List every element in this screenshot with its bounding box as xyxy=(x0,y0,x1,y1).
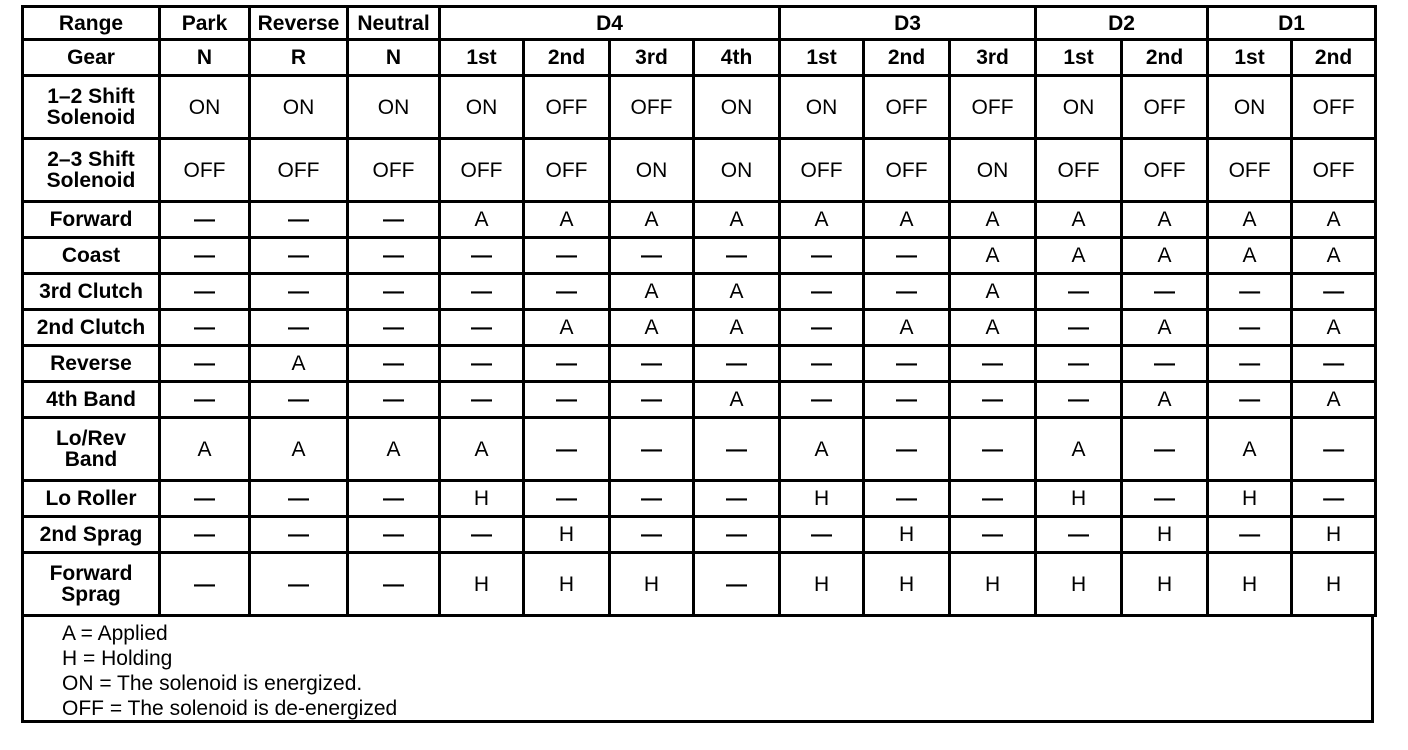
gear-cell: 1st xyxy=(780,40,864,76)
table-cell: — xyxy=(440,310,524,346)
table-cell: H xyxy=(524,553,610,616)
table-cell: ON xyxy=(610,139,694,202)
table-cell: — xyxy=(950,517,1036,553)
table-cell: — xyxy=(780,238,864,274)
table-cell: A xyxy=(524,202,610,238)
table-cell: A xyxy=(1122,310,1208,346)
table-cell: H xyxy=(524,517,610,553)
shift-table xyxy=(21,5,1377,617)
table-cell: OFF xyxy=(1122,76,1208,139)
table-cell: OFF xyxy=(610,76,694,139)
table-cell: — xyxy=(250,481,348,517)
table-cell: OFF xyxy=(524,76,610,139)
table-row xyxy=(23,517,1376,553)
table-cell: — xyxy=(1208,310,1292,346)
table-cell: — xyxy=(780,310,864,346)
table-cell: OFF xyxy=(1122,139,1208,202)
table-cell: A xyxy=(950,202,1036,238)
table-cell: — xyxy=(250,274,348,310)
range-d1: D1 xyxy=(1208,7,1376,40)
table-cell: — xyxy=(348,274,440,310)
table-cell: H xyxy=(1036,481,1122,517)
table-cell: H xyxy=(610,553,694,616)
table-cell: A xyxy=(524,310,610,346)
table-cell: — xyxy=(440,238,524,274)
table-cell: — xyxy=(1036,310,1122,346)
table-cell: A xyxy=(160,418,250,481)
table-cell: — xyxy=(610,382,694,418)
table-cell: A xyxy=(440,202,524,238)
table-cell: H xyxy=(440,481,524,517)
table-cell: A xyxy=(694,202,780,238)
table-cell: — xyxy=(864,346,950,382)
table-cell: A xyxy=(694,310,780,346)
table-row xyxy=(23,553,1376,616)
table-row xyxy=(23,346,1376,382)
table-cell: H xyxy=(1292,553,1376,616)
table-cell: H xyxy=(440,553,524,616)
table-cell: — xyxy=(348,382,440,418)
table-cell: — xyxy=(160,382,250,418)
table-cell: — xyxy=(1122,418,1208,481)
table-cell: ON xyxy=(348,76,440,139)
gear-header-label: Gear xyxy=(23,40,160,76)
table-cell: ON xyxy=(1208,76,1292,139)
table-cell: — xyxy=(1122,346,1208,382)
table-cell: — xyxy=(780,274,864,310)
gear-cell: N xyxy=(348,40,440,76)
gear-cell: 3rd xyxy=(610,40,694,76)
table-cell: — xyxy=(950,481,1036,517)
row-label: 2nd Clutch xyxy=(23,310,160,346)
table-cell: ON xyxy=(694,76,780,139)
table-row xyxy=(23,418,1376,481)
table-cell: A xyxy=(694,382,780,418)
table-cell: OFF xyxy=(524,139,610,202)
table-cell: — xyxy=(610,346,694,382)
legend-on: ON = The solenoid is energized. xyxy=(62,672,363,695)
row-label: Lo Roller xyxy=(23,481,160,517)
table-cell: — xyxy=(348,517,440,553)
table-cell: — xyxy=(440,274,524,310)
table-cell: — xyxy=(250,202,348,238)
gear-cell: 4th xyxy=(694,40,780,76)
table-cell: — xyxy=(348,481,440,517)
table-cell: — xyxy=(160,310,250,346)
table-cell: A xyxy=(250,346,348,382)
range-d3: D3 xyxy=(780,7,1036,40)
row-label: Lo/Rev Band xyxy=(23,418,160,481)
table-cell: — xyxy=(524,382,610,418)
table-cell: A xyxy=(694,274,780,310)
gear-cell: 3rd xyxy=(950,40,1036,76)
table-cell: — xyxy=(610,238,694,274)
row-label: Reverse xyxy=(23,346,160,382)
table-cell: OFF xyxy=(1208,139,1292,202)
legend-applied: A = Applied xyxy=(62,622,168,645)
table-row xyxy=(23,76,1376,139)
table-cell: — xyxy=(524,274,610,310)
table-cell: OFF xyxy=(950,76,1036,139)
table-cell: ON xyxy=(1036,76,1122,139)
table-cell: A xyxy=(1122,382,1208,418)
gear-header-row xyxy=(23,40,1376,76)
gear-cell: N xyxy=(160,40,250,76)
table-cell: — xyxy=(610,517,694,553)
table-cell: — xyxy=(1292,481,1376,517)
table-cell: A xyxy=(250,418,348,481)
gear-cell: 2nd xyxy=(1122,40,1208,76)
table-cell: — xyxy=(348,238,440,274)
table-cell: — xyxy=(348,346,440,382)
table-cell: — xyxy=(1122,481,1208,517)
row-label: Coast xyxy=(23,238,160,274)
table-cell: — xyxy=(1036,346,1122,382)
table-cell: A xyxy=(864,202,950,238)
table-cell: — xyxy=(1036,517,1122,553)
range-header-label: Range xyxy=(23,7,160,40)
table-cell: — xyxy=(694,517,780,553)
table-cell: — xyxy=(780,517,864,553)
table-cell: ON xyxy=(440,76,524,139)
table-row xyxy=(23,382,1376,418)
table-cell: — xyxy=(950,418,1036,481)
table-cell: A xyxy=(440,418,524,481)
table-cell: — xyxy=(780,382,864,418)
table-cell: — xyxy=(950,346,1036,382)
table-cell: — xyxy=(864,274,950,310)
table-row xyxy=(23,202,1376,238)
table-cell: ON xyxy=(160,76,250,139)
shift-chart xyxy=(21,5,1374,723)
table-cell: — xyxy=(1036,274,1122,310)
table-row xyxy=(23,274,1376,310)
table-cell: — xyxy=(694,553,780,616)
table-row xyxy=(23,238,1376,274)
legend-off: OFF = The solenoid is de-energized xyxy=(62,697,398,720)
table-cell: A xyxy=(1208,418,1292,481)
gear-cell: 1st xyxy=(1208,40,1292,76)
table-cell: OFF xyxy=(160,139,250,202)
gear-cell: 2nd xyxy=(524,40,610,76)
table-cell: A xyxy=(950,310,1036,346)
table-cell: A xyxy=(1292,202,1376,238)
table-cell: — xyxy=(524,481,610,517)
range-d4: D4 xyxy=(440,7,780,40)
gear-cell: 2nd xyxy=(1292,40,1376,76)
chart-body xyxy=(23,76,1376,616)
table-cell: A xyxy=(1036,238,1122,274)
table-cell: A xyxy=(1122,202,1208,238)
table-cell: — xyxy=(694,481,780,517)
table-cell: — xyxy=(1122,274,1208,310)
table-cell: — xyxy=(694,346,780,382)
range-neutral: Neutral xyxy=(348,7,440,40)
table-cell: — xyxy=(250,238,348,274)
table-cell: — xyxy=(780,346,864,382)
table-cell: — xyxy=(1208,382,1292,418)
table-cell: — xyxy=(348,202,440,238)
table-cell: OFF xyxy=(864,76,950,139)
table-cell: — xyxy=(694,238,780,274)
table-cell: — xyxy=(1208,517,1292,553)
table-cell: — xyxy=(950,382,1036,418)
table-row xyxy=(23,310,1376,346)
table-cell: — xyxy=(440,382,524,418)
table-cell: — xyxy=(160,517,250,553)
table-cell: — xyxy=(1292,418,1376,481)
table-cell: H xyxy=(1122,553,1208,616)
row-label: Forward Sprag xyxy=(23,553,160,616)
range-reverse: Reverse xyxy=(250,7,348,40)
table-row xyxy=(23,139,1376,202)
table-cell: H xyxy=(780,481,864,517)
table-cell: H xyxy=(950,553,1036,616)
table-cell: — xyxy=(250,517,348,553)
table-cell: A xyxy=(780,202,864,238)
table-cell: H xyxy=(780,553,864,616)
range-header-row xyxy=(23,7,1376,40)
table-cell: OFF xyxy=(1292,139,1376,202)
table-cell: — xyxy=(864,481,950,517)
table-row xyxy=(23,481,1376,517)
table-cell: — xyxy=(1036,382,1122,418)
table-cell: A xyxy=(610,310,694,346)
gear-cell: R xyxy=(250,40,348,76)
table-cell: A xyxy=(610,202,694,238)
table-cell: — xyxy=(864,382,950,418)
table-cell: — xyxy=(160,346,250,382)
row-label: 1–2 Shift Solenoid xyxy=(23,76,160,139)
table-cell: — xyxy=(440,517,524,553)
table-cell: — xyxy=(250,553,348,616)
table-cell: — xyxy=(694,418,780,481)
table-cell: OFF xyxy=(1036,139,1122,202)
table-cell: OFF xyxy=(1292,76,1376,139)
table-cell: OFF xyxy=(348,139,440,202)
table-cell: — xyxy=(1208,346,1292,382)
gear-cell: 1st xyxy=(1036,40,1122,76)
table-cell: — xyxy=(864,418,950,481)
table-cell: A xyxy=(610,274,694,310)
table-cell: OFF xyxy=(250,139,348,202)
table-cell: — xyxy=(160,238,250,274)
table-cell: H xyxy=(864,553,950,616)
table-cell: A xyxy=(348,418,440,481)
table-cell: A xyxy=(1208,238,1292,274)
range-park: Park xyxy=(160,7,250,40)
table-cell: — xyxy=(524,418,610,481)
table-cell: A xyxy=(1122,238,1208,274)
table-cell: — xyxy=(250,310,348,346)
row-label: 2–3 Shift Solenoid xyxy=(23,139,160,202)
row-label: 4th Band xyxy=(23,382,160,418)
table-cell: — xyxy=(1292,346,1376,382)
table-cell: A xyxy=(780,418,864,481)
table-cell: H xyxy=(1036,553,1122,616)
gear-cell: 2nd xyxy=(864,40,950,76)
table-cell: — xyxy=(440,346,524,382)
table-cell: — xyxy=(524,238,610,274)
table-cell: A xyxy=(1292,310,1376,346)
table-cell: — xyxy=(610,481,694,517)
table-cell: A xyxy=(1036,202,1122,238)
table-cell: A xyxy=(1292,238,1376,274)
row-label: Forward xyxy=(23,202,160,238)
range-d2: D2 xyxy=(1036,7,1208,40)
table-cell: — xyxy=(348,553,440,616)
table-cell: H xyxy=(864,517,950,553)
table-cell: H xyxy=(1208,481,1292,517)
table-cell: A xyxy=(864,310,950,346)
row-label: 3rd Clutch xyxy=(23,274,160,310)
table-cell: — xyxy=(160,481,250,517)
legend xyxy=(21,617,1374,723)
table-cell: — xyxy=(1208,274,1292,310)
table-cell: ON xyxy=(250,76,348,139)
table-cell: A xyxy=(1208,202,1292,238)
legend-holding: H = Holding xyxy=(62,647,173,670)
table-cell: A xyxy=(1036,418,1122,481)
table-cell: — xyxy=(250,382,348,418)
table-cell: — xyxy=(160,553,250,616)
table-cell: H xyxy=(1122,517,1208,553)
table-cell: OFF xyxy=(780,139,864,202)
table-cell: — xyxy=(610,418,694,481)
table-cell: A xyxy=(950,274,1036,310)
table-cell: A xyxy=(1292,382,1376,418)
gear-cell: 1st xyxy=(440,40,524,76)
table-cell: H xyxy=(1292,517,1376,553)
table-cell: H xyxy=(1208,553,1292,616)
table-cell: — xyxy=(160,202,250,238)
table-cell: — xyxy=(864,238,950,274)
table-cell: OFF xyxy=(864,139,950,202)
table-cell: ON xyxy=(694,139,780,202)
table-cell: ON xyxy=(950,139,1036,202)
table-cell: A xyxy=(950,238,1036,274)
table-cell: OFF xyxy=(440,139,524,202)
table-cell: — xyxy=(348,310,440,346)
table-cell: — xyxy=(160,274,250,310)
table-cell: — xyxy=(524,346,610,382)
table-cell: — xyxy=(1292,274,1376,310)
row-label: 2nd Sprag xyxy=(23,517,160,553)
table-cell: ON xyxy=(780,76,864,139)
